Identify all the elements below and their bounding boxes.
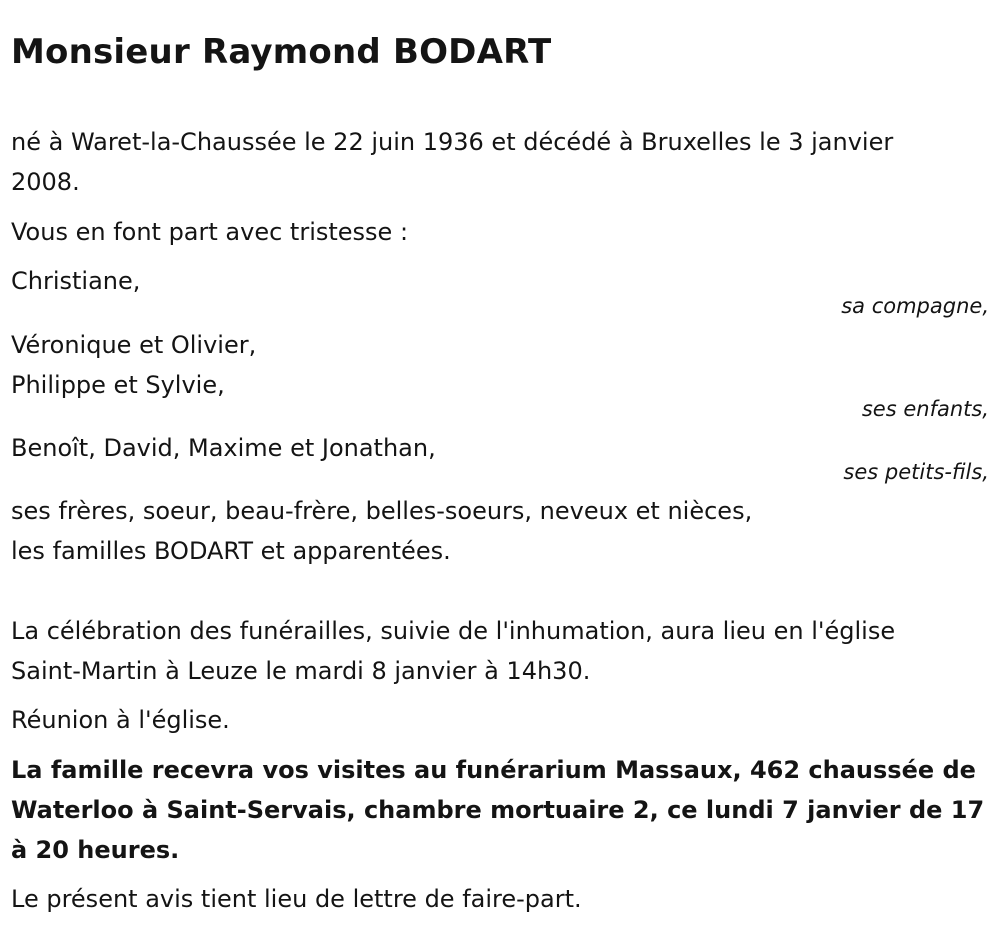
notice-title: Monsieur Raymond BODART bbox=[11, 32, 552, 72]
visits-line-3: à 20 heures. bbox=[11, 836, 180, 864]
birth-death-line-2: 2008. bbox=[11, 168, 80, 196]
meeting-text: Réunion à l'église. bbox=[11, 706, 230, 734]
children-line-2: Philippe et Sylvie, bbox=[11, 371, 225, 399]
closing-text: Le présent avis tient lieu de lettre de faire-part. bbox=[11, 885, 582, 913]
grandchildren-role: ses petits-fils, bbox=[843, 460, 989, 484]
visits-line-1: La famille recevra vos visites au funérarium Massaux, 462 chaussée de bbox=[11, 756, 976, 784]
funeral-line-2: Saint-Martin à Leuze le mardi 8 janvier à 14h30. bbox=[11, 657, 591, 685]
visits-line-2: Waterloo à Saint-Servais, chambre mortuaire 2, ce lundi 7 janvier de 17 bbox=[11, 796, 985, 824]
partner-name: Christiane, bbox=[11, 267, 141, 295]
announcement-text: Vous en font part avec tristesse : bbox=[11, 218, 409, 246]
grandchildren-names: Benoît, David, Maxime et Jonathan, bbox=[11, 434, 436, 462]
funeral-line-1: La célébration des funérailles, suivie de l'inhumation, aura lieu en l'église bbox=[11, 617, 896, 645]
relatives-line-1: ses frères, soeur, beau-frère, belles-soeurs, neveux et nièces, bbox=[11, 497, 753, 525]
partner-role: sa compagne, bbox=[841, 294, 989, 318]
children-role: ses enfants, bbox=[861, 397, 989, 421]
birth-death-line-1: né à Waret-la-Chaussée le 22 juin 1936 et décédé à Bruxelles le 3 janvier bbox=[11, 128, 894, 156]
relatives-line-2: les familles BODART et apparentées. bbox=[11, 537, 451, 565]
children-line-1: Véronique et Olivier, bbox=[11, 331, 257, 359]
